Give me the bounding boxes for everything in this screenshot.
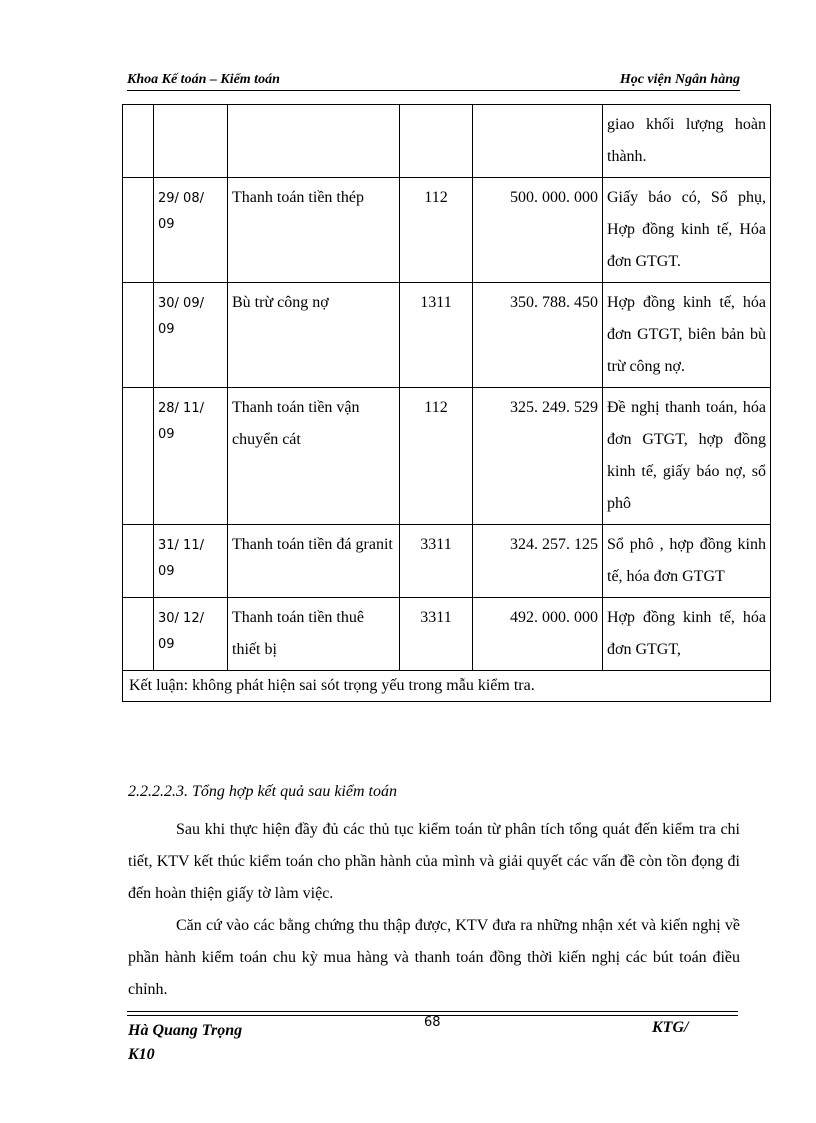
- row-index-cell: [123, 178, 154, 283]
- section-title: 2.2.2.2.3. Tổng hợp kết quả sau kiểm toán: [128, 783, 397, 800]
- amount-cell: 324. 257. 125: [473, 525, 603, 598]
- account-cell: 1311: [400, 283, 473, 388]
- row-index-cell: [123, 388, 154, 525]
- amount-cell: 492. 000. 000: [473, 598, 603, 671]
- description-cell: Thanh toán tiền vận chuyển cát: [228, 388, 400, 525]
- date-cell: 28/ 11/ 09: [154, 388, 228, 525]
- document-cell: Giấy báo có, Sổ phụ, Hợp đồng kinh tế, Hóa đơn GTGT.: [603, 178, 771, 283]
- document-cell: Hợp đồng kinh tế, hóa đơn GTGT,: [603, 598, 771, 671]
- account-cell: 112: [400, 178, 473, 283]
- conclusion-row: [123, 671, 771, 702]
- amount-cell: 500. 000. 000: [473, 178, 603, 283]
- row-index-cell: [123, 283, 154, 388]
- account-cell: 112: [400, 388, 473, 525]
- date-cell: 31/ 11/ 09: [154, 525, 228, 598]
- document-cell: Sổ phô , hợp đồng kinh tế, hóa đơn GTGT: [603, 525, 771, 598]
- description-cell: Thanh toán tiền đá granit: [228, 525, 400, 598]
- author-name: Hà Quang Trọng: [128, 1022, 243, 1039]
- description-cell: [228, 105, 400, 178]
- footer-class-code: KTG/: [652, 1019, 689, 1036]
- document-cell: giao khối lượng hoàn thành.: [603, 105, 771, 178]
- table-row: [123, 388, 771, 525]
- table-row: [123, 525, 771, 598]
- header-faculty: Khoa Kế toán – Kiểm toán: [127, 72, 280, 87]
- description-cell: Thanh toán tiền thuê thiết bị: [228, 598, 400, 671]
- author-cohort: K10: [128, 1046, 155, 1063]
- paragraph-1: Sau khi thực hiện đầy đủ các thủ tục kiểm toán từ phân tích tổng quát đến kiểm tra chi tiết, KTV kết thúc kiểm toán cho phần hành của mình và giải quyết các vấn đề còn tồn đọng đi đến hoàn thiện giấy tờ làm việc.: [128, 821, 740, 902]
- footer-rule-1: [127, 1011, 738, 1012]
- description-cell: Bù trừ công nợ: [228, 283, 400, 388]
- document-cell: Hợp đồng kinh tế, hóa đơn GTGT, biên bản bù trừ công nợ.: [603, 283, 771, 388]
- account-cell: 3311: [400, 525, 473, 598]
- amount-cell: 325. 249. 529: [473, 388, 603, 525]
- row-index-cell: [123, 105, 154, 178]
- page-number: 68: [424, 1015, 441, 1030]
- document-cell: Đề nghị thanh toán, hóa đơn GTGT, hợp đồng kinh tế, giấy báo nợ, sổ phô: [603, 388, 771, 525]
- row-index-cell: [123, 525, 154, 598]
- table-row: [123, 105, 771, 178]
- transactions-table: [122, 104, 771, 702]
- conclusion-cell: Kết luận: không phát hiện sai sót trọng yếu trong mẫu kiểm tra.: [123, 671, 771, 702]
- row-index-cell: [123, 598, 154, 671]
- account-cell: 3311: [400, 598, 473, 671]
- page-header: [127, 72, 740, 91]
- paragraph-2: Căn cứ vào các bằng chứng thu thập được, KTV đưa ra những nhận xét và kiến nghị về phần hành kiểm toán chu kỳ mua hàng và thanh toán đồng thời kiến nghị các bút toán điều chỉnh.: [128, 917, 740, 998]
- footer-author: [128, 1019, 242, 1067]
- date-cell: 29/ 08/ 09: [154, 178, 228, 283]
- table-row: [123, 598, 771, 671]
- date-cell: 30/ 09/ 09: [154, 283, 228, 388]
- description-cell: Thanh toán tiền thép: [228, 178, 400, 283]
- table-body: [123, 105, 771, 702]
- amount-cell: [473, 105, 603, 178]
- table-row: [123, 178, 771, 283]
- date-cell: 30/ 12/ 09: [154, 598, 228, 671]
- amount-cell: 350. 788. 450: [473, 283, 603, 388]
- table-row: [123, 283, 771, 388]
- header-institution: Học viện Ngân hàng: [619, 72, 740, 87]
- date-cell: [154, 105, 228, 178]
- account-cell: [400, 105, 473, 178]
